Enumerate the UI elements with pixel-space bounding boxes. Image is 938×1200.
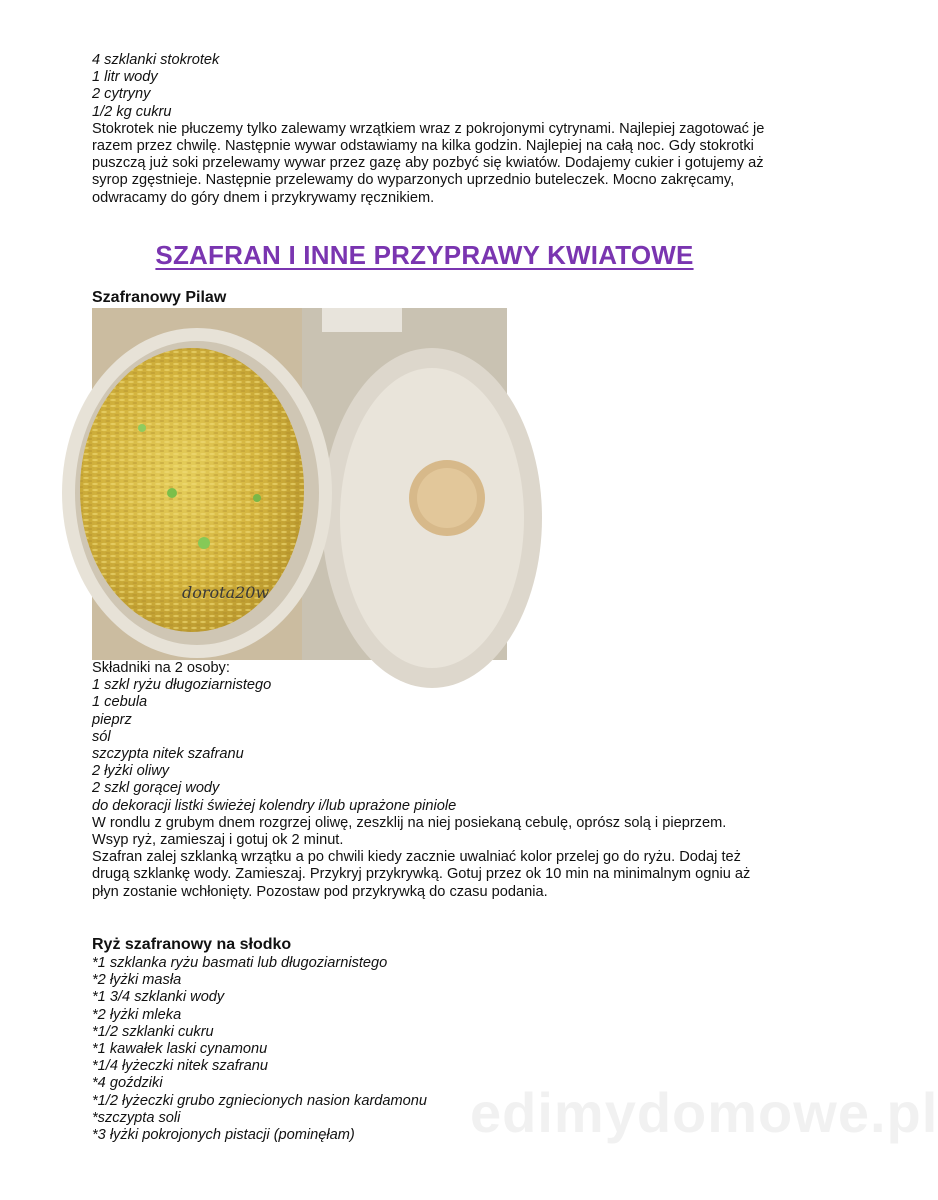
- recipe-title-pilaw: Szafranowy Pilaw: [92, 289, 227, 306]
- ingredient-line: 4 szklanki stokrotek: [92, 52, 220, 68]
- daisy-syrup-recipe: [92, 52, 772, 207]
- ingredient-line: *szczypta soli: [92, 1109, 181, 1126]
- instruction-line: odwracamy do góry dnem i przykrywamy ręcznikiem.: [92, 189, 435, 206]
- instruction-line: syrop zgęstnieje. Następnie przelewamy do wyparzonych uprzednio buteleczek. Mocno zakręcamy,: [92, 172, 735, 189]
- ingredient-line: *1 szklanka ryżu basmati lub długoziarnistego: [92, 955, 388, 971]
- instruction-line: razem przez chwilę. Następnie wywar odstawiamy na kilka godzin. Najlepiej na całą noc. Gdy stokrotki: [92, 138, 754, 155]
- saffron-pilaf-photo: [92, 308, 507, 660]
- servings-label: Składniki na 2 osoby:: [92, 660, 230, 676]
- ingredient-line: *1/2 szklanki cukru: [92, 1023, 214, 1040]
- instruction-line: Wsyp ryż, zamieszaj i gotuj ok 2 minut.: [92, 832, 344, 849]
- ingredient-line: 2 cytryny: [92, 86, 151, 103]
- ingredient-line: sól: [92, 728, 111, 745]
- instruction-line: Szafran zalej szklanką wrzątku a po chwili kiedy zacznie uwalniać kolor przelej go do ryżu. Dodaj też: [92, 849, 741, 866]
- instruction-line: puszczą już soki przelewamy wywar przez gazę aby pozbyć się kwiatów. Dodajemy cukier i gotujemy aż: [92, 155, 764, 172]
- instruction-line: Stokrotek nie płuczemy tylko zalewamy wrzątkiem wraz z pokrojonymi cytrynami. Najlepiej zagotować je: [92, 120, 765, 137]
- ingredient-line: *2 łyżki masła: [92, 972, 182, 989]
- ingredient-line: 1/2 kg cukru: [92, 103, 172, 120]
- ingredient-line: 1 szkl ryżu długoziarnistego: [92, 677, 272, 694]
- ingredient-line: *2 łyżki mleka: [92, 1006, 182, 1023]
- instruction-line: drugą szklankę wody. Zamieszaj. Przykryj przykrywką. Gotuj przez ok 10 min na minimalnym ogniu aż: [92, 866, 751, 883]
- ingredient-line: *4 goździki: [92, 1075, 163, 1092]
- instruction-line: płyn zostanie wchłonięty. Pozostaw pod przykrywką do czasu podania.: [92, 883, 548, 900]
- pilaw-recipe: [92, 660, 772, 901]
- section-heading: SZAFRAN I INNE PRZYPRAWY KWIATOWE: [155, 240, 694, 270]
- ingredient-line: *1/2 łyżeczki grubo zgniecionych nasion kardamonu: [92, 1092, 428, 1109]
- ingredient-line: 2 łyżki oliwy: [92, 763, 170, 780]
- ingredient-line: pieprz: [92, 711, 132, 728]
- ingredient-line: *1/4 łyżeczki nitek szafranu: [92, 1058, 269, 1075]
- ingredient-line: *1 kawałek laski cynamonu: [92, 1041, 268, 1058]
- site-watermark: edimydomowe.pl: [470, 1081, 938, 1144]
- ingredient-line: *3 łyżki pokrojonych pistacji (pominęłam): [92, 1127, 355, 1144]
- ingredient-line: do dekoracji listki świeżej kolendry i/lub uprażone piniole: [92, 797, 457, 814]
- instruction-line: W rondlu z grubym dnem rozgrzej oliwę, zeszklij na niej posiekaną cebulę, oprósz solą i pieprzem.: [92, 814, 727, 831]
- ingredient-line: 2 szkl gorącej wody: [92, 780, 220, 797]
- recipe-title-sweet-rice: Ryż szafranowy na słodko: [92, 936, 292, 953]
- ingredient-line: 1 cebula: [92, 694, 148, 711]
- ingredient-line: *1 3/4 szklanki wody: [92, 989, 225, 1006]
- photo-watermark: dorota20w: [182, 583, 270, 602]
- ingredient-line: 1 litr wody: [92, 69, 158, 86]
- ingredient-line: szczypta nitek szafranu: [92, 746, 244, 763]
